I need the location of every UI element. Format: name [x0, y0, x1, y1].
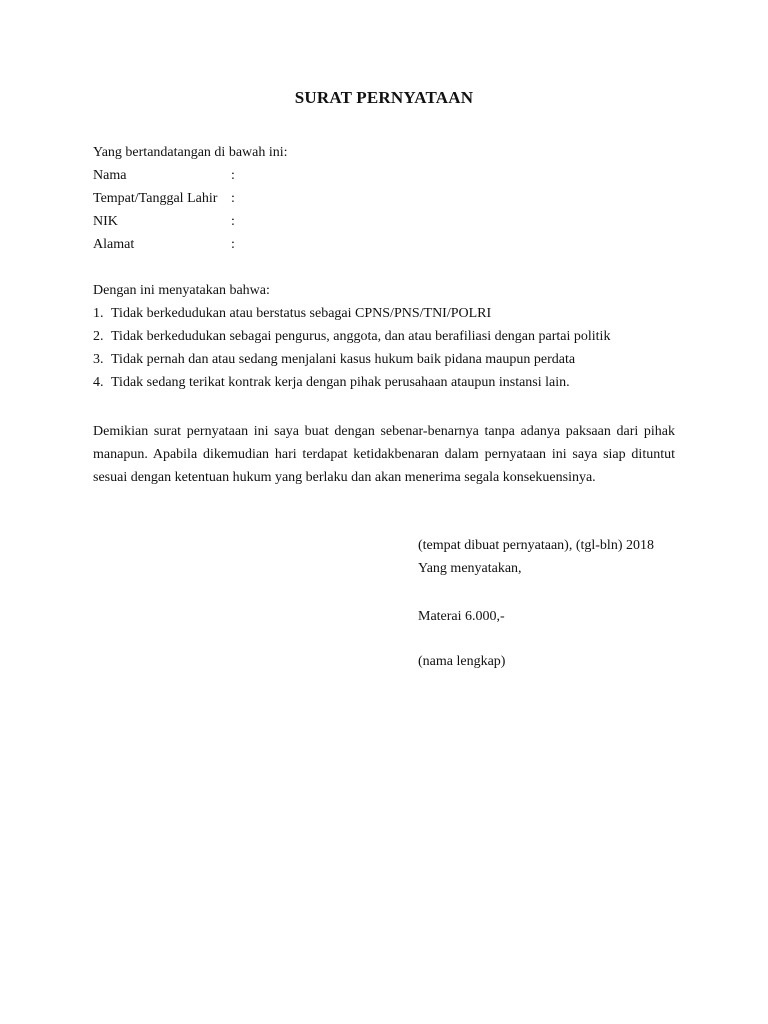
- field-label-nama: Nama: [93, 168, 127, 183]
- statement-text: Tidak berkedudukan atau berstatus sebagai CPNS/PNS/TNI/POLRI: [111, 306, 492, 321]
- statement-number: 1.: [93, 306, 104, 321]
- statement-item: [93, 327, 610, 347]
- signature-full-name: (nama lengkap): [418, 654, 506, 669]
- statement-number: 4.: [93, 375, 104, 390]
- field-colon: :: [231, 168, 235, 183]
- field-row-alamat: [93, 235, 393, 255]
- statement-intro: Dengan ini menyatakan bahwa:: [93, 283, 270, 298]
- field-row-nik: [93, 212, 393, 232]
- statement-text: Tidak sedang terikat kontrak kerja dengan pihak perusahaan ataupun instansi lain.: [111, 375, 570, 390]
- field-colon: :: [231, 191, 235, 206]
- signature-place-date: (tempat dibuat pernyataan), (tgl-bln) 2018: [418, 538, 654, 553]
- field-label-tempat-tanggal-lahir: Tempat/Tanggal Lahir: [93, 191, 218, 206]
- statement-number: 2.: [93, 329, 104, 344]
- statement-item: [93, 350, 575, 370]
- field-label-alamat: Alamat: [93, 237, 135, 252]
- closing-paragraph: Demikian surat pernyataan ini saya buat dengan sebenar-benarnya tanpa adanya paksaan dari pihak manapun. Apabila dikemudian hari terdapat ketidakbenaran dalam pernyataan ini saya siap dituntut sesuai dengan ketentuan hukum yang berlaku dan akan menerima segala konsekuensinya.: [93, 424, 675, 485]
- field-label-nik: NIK: [93, 214, 118, 229]
- statement-item: [93, 373, 570, 393]
- intro-text: Yang bertandatangan di bawah ini:: [93, 145, 288, 160]
- statement-text: Tidak berkedudukan sebagai pengurus, anggota, dan atau berafiliasi dengan partai politik: [111, 329, 611, 344]
- field-row-nama: [93, 166, 393, 186]
- stamp-duty-label: Materai 6.000,-: [418, 609, 505, 624]
- document-title: SURAT PERNYATAAN: [294, 88, 474, 107]
- statement-item: [93, 304, 491, 324]
- field-row-tempat-tanggal-lahir: [93, 189, 393, 209]
- field-colon: :: [231, 237, 235, 252]
- statement-text: Tidak pernah dan atau sedang menjalani kasus hukum baik pidana maupun perdata: [111, 352, 576, 367]
- field-colon: :: [231, 214, 235, 229]
- signature-declarant: Yang menyatakan,: [418, 561, 522, 576]
- statement-number: 3.: [93, 352, 104, 367]
